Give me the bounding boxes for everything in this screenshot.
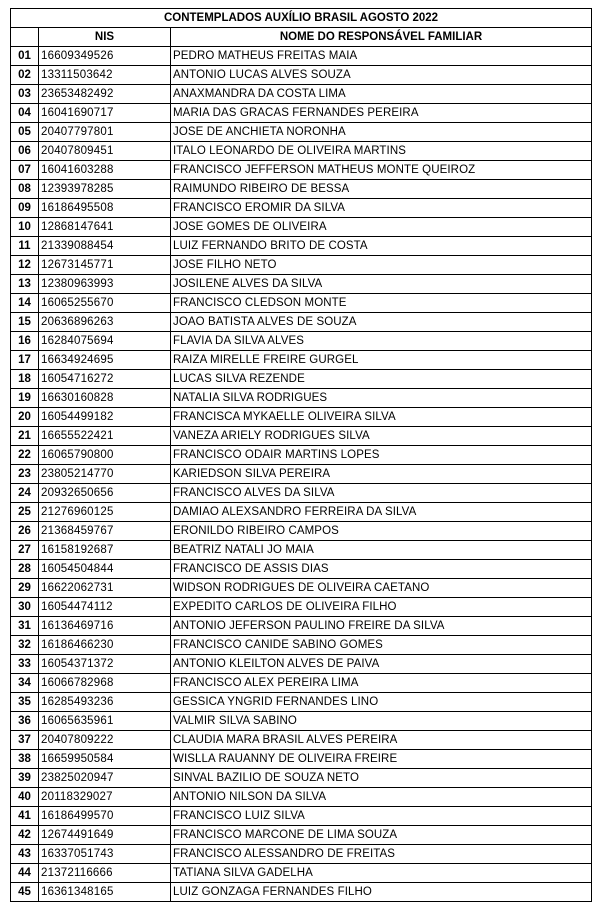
table-row	[11, 503, 592, 522]
row-name: ANTONIO LUCAS ALVES SOUZA	[171, 66, 592, 85]
row-nis: 16337051743	[39, 845, 171, 864]
row-number: 18	[11, 370, 39, 389]
row-number: 10	[11, 218, 39, 237]
table-row	[11, 332, 592, 351]
row-nis: 16054371372	[39, 655, 171, 674]
row-name: JOAO BATISTA ALVES DE SOUZA	[171, 313, 592, 332]
table-row	[11, 826, 592, 845]
table-title: CONTEMPLADOS AUXÍLIO BRASIL AGOSTO 2022	[11, 9, 592, 28]
column-header-number	[11, 28, 39, 47]
header-row	[11, 28, 592, 47]
row-name: JOSE DE ANCHIETA NORONHA	[171, 123, 592, 142]
table-row	[11, 199, 592, 218]
row-name: ANTONIO KLEILTON ALVES DE PAIVA	[171, 655, 592, 674]
row-name: ANAXMANDRA DA COSTA LIMA	[171, 85, 592, 104]
row-nis: 16041603288	[39, 161, 171, 180]
title-row	[11, 9, 592, 28]
table-row	[11, 579, 592, 598]
table-row	[11, 750, 592, 769]
row-nis: 16361348165	[39, 883, 171, 902]
table-row	[11, 693, 592, 712]
row-nis: 21339088454	[39, 237, 171, 256]
row-name: ITALO LEONARDO DE OLIVEIRA MARTINS	[171, 142, 592, 161]
row-number: 44	[11, 864, 39, 883]
table-row	[11, 769, 592, 788]
table-row	[11, 617, 592, 636]
row-number: 11	[11, 237, 39, 256]
table-row	[11, 807, 592, 826]
table-row	[11, 674, 592, 693]
row-number: 26	[11, 522, 39, 541]
row-nis: 16054499182	[39, 408, 171, 427]
row-name: DAMIAO ALEXSANDRO FERREIRA DA SILVA	[171, 503, 592, 522]
row-name: FRANCISCA MYKAELLE OLIVEIRA SILVA	[171, 408, 592, 427]
row-nis: 21276960125	[39, 503, 171, 522]
row-nis: 16054504844	[39, 560, 171, 579]
row-nis: 16186495508	[39, 199, 171, 218]
table-row	[11, 294, 592, 313]
row-name: FRANCISCO CANIDE SABINO GOMES	[171, 636, 592, 655]
row-name: JOSE FILHO NETO	[171, 256, 592, 275]
row-number: 35	[11, 693, 39, 712]
row-name: LUCAS SILVA REZENDE	[171, 370, 592, 389]
row-number: 36	[11, 712, 39, 731]
row-name: BEATRIZ NATALI JO MAIA	[171, 541, 592, 560]
row-name: ANTONIO JEFERSON PAULINO FREIRE DA SILVA	[171, 617, 592, 636]
table-row	[11, 522, 592, 541]
row-number: 45	[11, 883, 39, 902]
row-number: 07	[11, 161, 39, 180]
row-number: 21	[11, 427, 39, 446]
row-name: FRANCISCO DE ASSIS DIAS	[171, 560, 592, 579]
row-number: 05	[11, 123, 39, 142]
row-name: VALMIR SILVA SABINO	[171, 712, 592, 731]
row-name: ANTONIO NILSON DA SILVA	[171, 788, 592, 807]
row-number: 42	[11, 826, 39, 845]
row-name: RAIZA MIRELLE FREIRE GURGEL	[171, 351, 592, 370]
row-name: FRANCISCO ALVES DA SILVA	[171, 484, 592, 503]
row-nis: 23825020947	[39, 769, 171, 788]
row-nis: 20932650656	[39, 484, 171, 503]
row-name: MARIA DAS GRACAS FERNANDES PEREIRA	[171, 104, 592, 123]
row-number: 12	[11, 256, 39, 275]
row-number: 20	[11, 408, 39, 427]
row-name: RAIMUNDO RIBEIRO DE BESSA	[171, 180, 592, 199]
row-name: FRANCISCO ODAIR MARTINS LOPES	[171, 446, 592, 465]
row-name: JOSILENE ALVES DA SILVA	[171, 275, 592, 294]
table-row	[11, 598, 592, 617]
table-row	[11, 161, 592, 180]
row-nis: 16659950584	[39, 750, 171, 769]
row-nis: 16041690717	[39, 104, 171, 123]
row-number: 06	[11, 142, 39, 161]
row-nis: 21372116666	[39, 864, 171, 883]
row-nis: 16054474112	[39, 598, 171, 617]
row-name: FRANCISCO CLEDSON MONTE	[171, 294, 592, 313]
table-row	[11, 845, 592, 864]
row-nis: 16285493236	[39, 693, 171, 712]
row-nis: 23805214770	[39, 465, 171, 484]
row-number: 02	[11, 66, 39, 85]
table-row	[11, 883, 592, 902]
row-nis: 20118329027	[39, 788, 171, 807]
table-row	[11, 104, 592, 123]
row-name: FRANCISCO JEFFERSON MATHEUS MONTE QUEIROZ	[171, 161, 592, 180]
row-nis: 20407797801	[39, 123, 171, 142]
row-name: SINVAL BAZILIO DE SOUZA NETO	[171, 769, 592, 788]
row-nis: 16065635961	[39, 712, 171, 731]
row-name: FRANCISCO ALEX PEREIRA LIMA	[171, 674, 592, 693]
row-nis: 16655522421	[39, 427, 171, 446]
row-number: 04	[11, 104, 39, 123]
row-nis: 20407809451	[39, 142, 171, 161]
row-name: PEDRO MATHEUS FREITAS MAIA	[171, 47, 592, 66]
row-number: 08	[11, 180, 39, 199]
row-number: 39	[11, 769, 39, 788]
table-row	[11, 864, 592, 883]
table-row	[11, 731, 592, 750]
table-row	[11, 351, 592, 370]
row-name: CLAUDIA MARA BRASIL ALVES PEREIRA	[171, 731, 592, 750]
row-nis: 16065790800	[39, 446, 171, 465]
row-number: 34	[11, 674, 39, 693]
column-header-nis: NIS	[39, 28, 171, 47]
row-name: KARIEDSON SILVA PEREIRA	[171, 465, 592, 484]
row-number: 01	[11, 47, 39, 66]
table-row	[11, 446, 592, 465]
row-nis: 16186466230	[39, 636, 171, 655]
table-row	[11, 408, 592, 427]
row-name: FRANCISCO MARCONE DE LIMA SOUZA	[171, 826, 592, 845]
row-name: JOSE GOMES DE OLIVEIRA	[171, 218, 592, 237]
row-number: 17	[11, 351, 39, 370]
row-number: 13	[11, 275, 39, 294]
table-row	[11, 484, 592, 503]
row-name: FRANCISCO ALESSANDRO DE FREITAS	[171, 845, 592, 864]
table-row	[11, 256, 592, 275]
row-number: 38	[11, 750, 39, 769]
row-nis: 12673145771	[39, 256, 171, 275]
table-row	[11, 142, 592, 161]
table-row	[11, 389, 592, 408]
row-number: 27	[11, 541, 39, 560]
row-nis: 16158192687	[39, 541, 171, 560]
table-row	[11, 218, 592, 237]
row-nis: 16634924695	[39, 351, 171, 370]
table-row	[11, 636, 592, 655]
table-row	[11, 313, 592, 332]
table-row	[11, 788, 592, 807]
row-nis: 12868147641	[39, 218, 171, 237]
row-nis: 16284075694	[39, 332, 171, 351]
row-name: FRANCISCO LUIZ SILVA	[171, 807, 592, 826]
row-nis: 23653482492	[39, 85, 171, 104]
row-number: 37	[11, 731, 39, 750]
row-number: 30	[11, 598, 39, 617]
beneficiary-sheet	[10, 8, 592, 902]
row-number: 09	[11, 199, 39, 218]
table-row	[11, 66, 592, 85]
row-nis: 20407809222	[39, 731, 171, 750]
row-nis: 16609349526	[39, 47, 171, 66]
row-nis: 16054716272	[39, 370, 171, 389]
row-name: WISLLA RAUANNY DE OLIVEIRA FREIRE	[171, 750, 592, 769]
row-name: LUIZ FERNANDO BRITO DE COSTA	[171, 237, 592, 256]
row-name: WIDSON RODRIGUES DE OLIVEIRA CAETANO	[171, 579, 592, 598]
row-name: EXPEDITO CARLOS DE OLIVEIRA FILHO	[171, 598, 592, 617]
row-number: 31	[11, 617, 39, 636]
beneficiary-table	[10, 8, 592, 902]
row-nis: 16630160828	[39, 389, 171, 408]
row-number: 14	[11, 294, 39, 313]
row-name: TATIANA SILVA GADELHA	[171, 864, 592, 883]
table-row	[11, 655, 592, 674]
table-row	[11, 237, 592, 256]
row-name: LUIZ GONZAGA FERNANDES FILHO	[171, 883, 592, 902]
row-nis: 12380963993	[39, 275, 171, 294]
row-name: ERONILDO RIBEIRO CAMPOS	[171, 522, 592, 541]
row-number: 41	[11, 807, 39, 826]
table-row	[11, 275, 592, 294]
row-number: 16	[11, 332, 39, 351]
row-name: GESSICA YNGRID FERNANDES LINO	[171, 693, 592, 712]
table-row	[11, 465, 592, 484]
row-number: 40	[11, 788, 39, 807]
row-name: NATALIA SILVA RODRIGUES	[171, 389, 592, 408]
row-number: 03	[11, 85, 39, 104]
row-number: 43	[11, 845, 39, 864]
table-row	[11, 370, 592, 389]
row-name: FRANCISCO EROMIR DA SILVA	[171, 199, 592, 218]
row-number: 19	[11, 389, 39, 408]
row-number: 15	[11, 313, 39, 332]
table-body	[11, 47, 592, 902]
column-header-name: NOME DO RESPONSÁVEL FAMILIAR	[171, 28, 592, 47]
row-nis: 16186499570	[39, 807, 171, 826]
row-nis: 16065255670	[39, 294, 171, 313]
row-name: FLAVIA DA SILVA ALVES	[171, 332, 592, 351]
row-number: 33	[11, 655, 39, 674]
row-name: VANEZA ARIELY RODRIGUES SILVA	[171, 427, 592, 446]
table-row	[11, 427, 592, 446]
row-number: 25	[11, 503, 39, 522]
row-nis: 12393978285	[39, 180, 171, 199]
row-nis: 16622062731	[39, 579, 171, 598]
row-number: 28	[11, 560, 39, 579]
table-row	[11, 47, 592, 66]
table-row	[11, 85, 592, 104]
table-row	[11, 180, 592, 199]
table-row	[11, 123, 592, 142]
row-nis: 12674491649	[39, 826, 171, 845]
row-nis: 21368459767	[39, 522, 171, 541]
table-row	[11, 712, 592, 731]
row-number: 22	[11, 446, 39, 465]
row-nis: 16136469716	[39, 617, 171, 636]
row-nis: 16066782968	[39, 674, 171, 693]
row-number: 24	[11, 484, 39, 503]
table-row	[11, 560, 592, 579]
row-nis: 13311503642	[39, 66, 171, 85]
row-number: 32	[11, 636, 39, 655]
row-nis: 20636896263	[39, 313, 171, 332]
table-row	[11, 541, 592, 560]
row-number: 23	[11, 465, 39, 484]
row-number: 29	[11, 579, 39, 598]
